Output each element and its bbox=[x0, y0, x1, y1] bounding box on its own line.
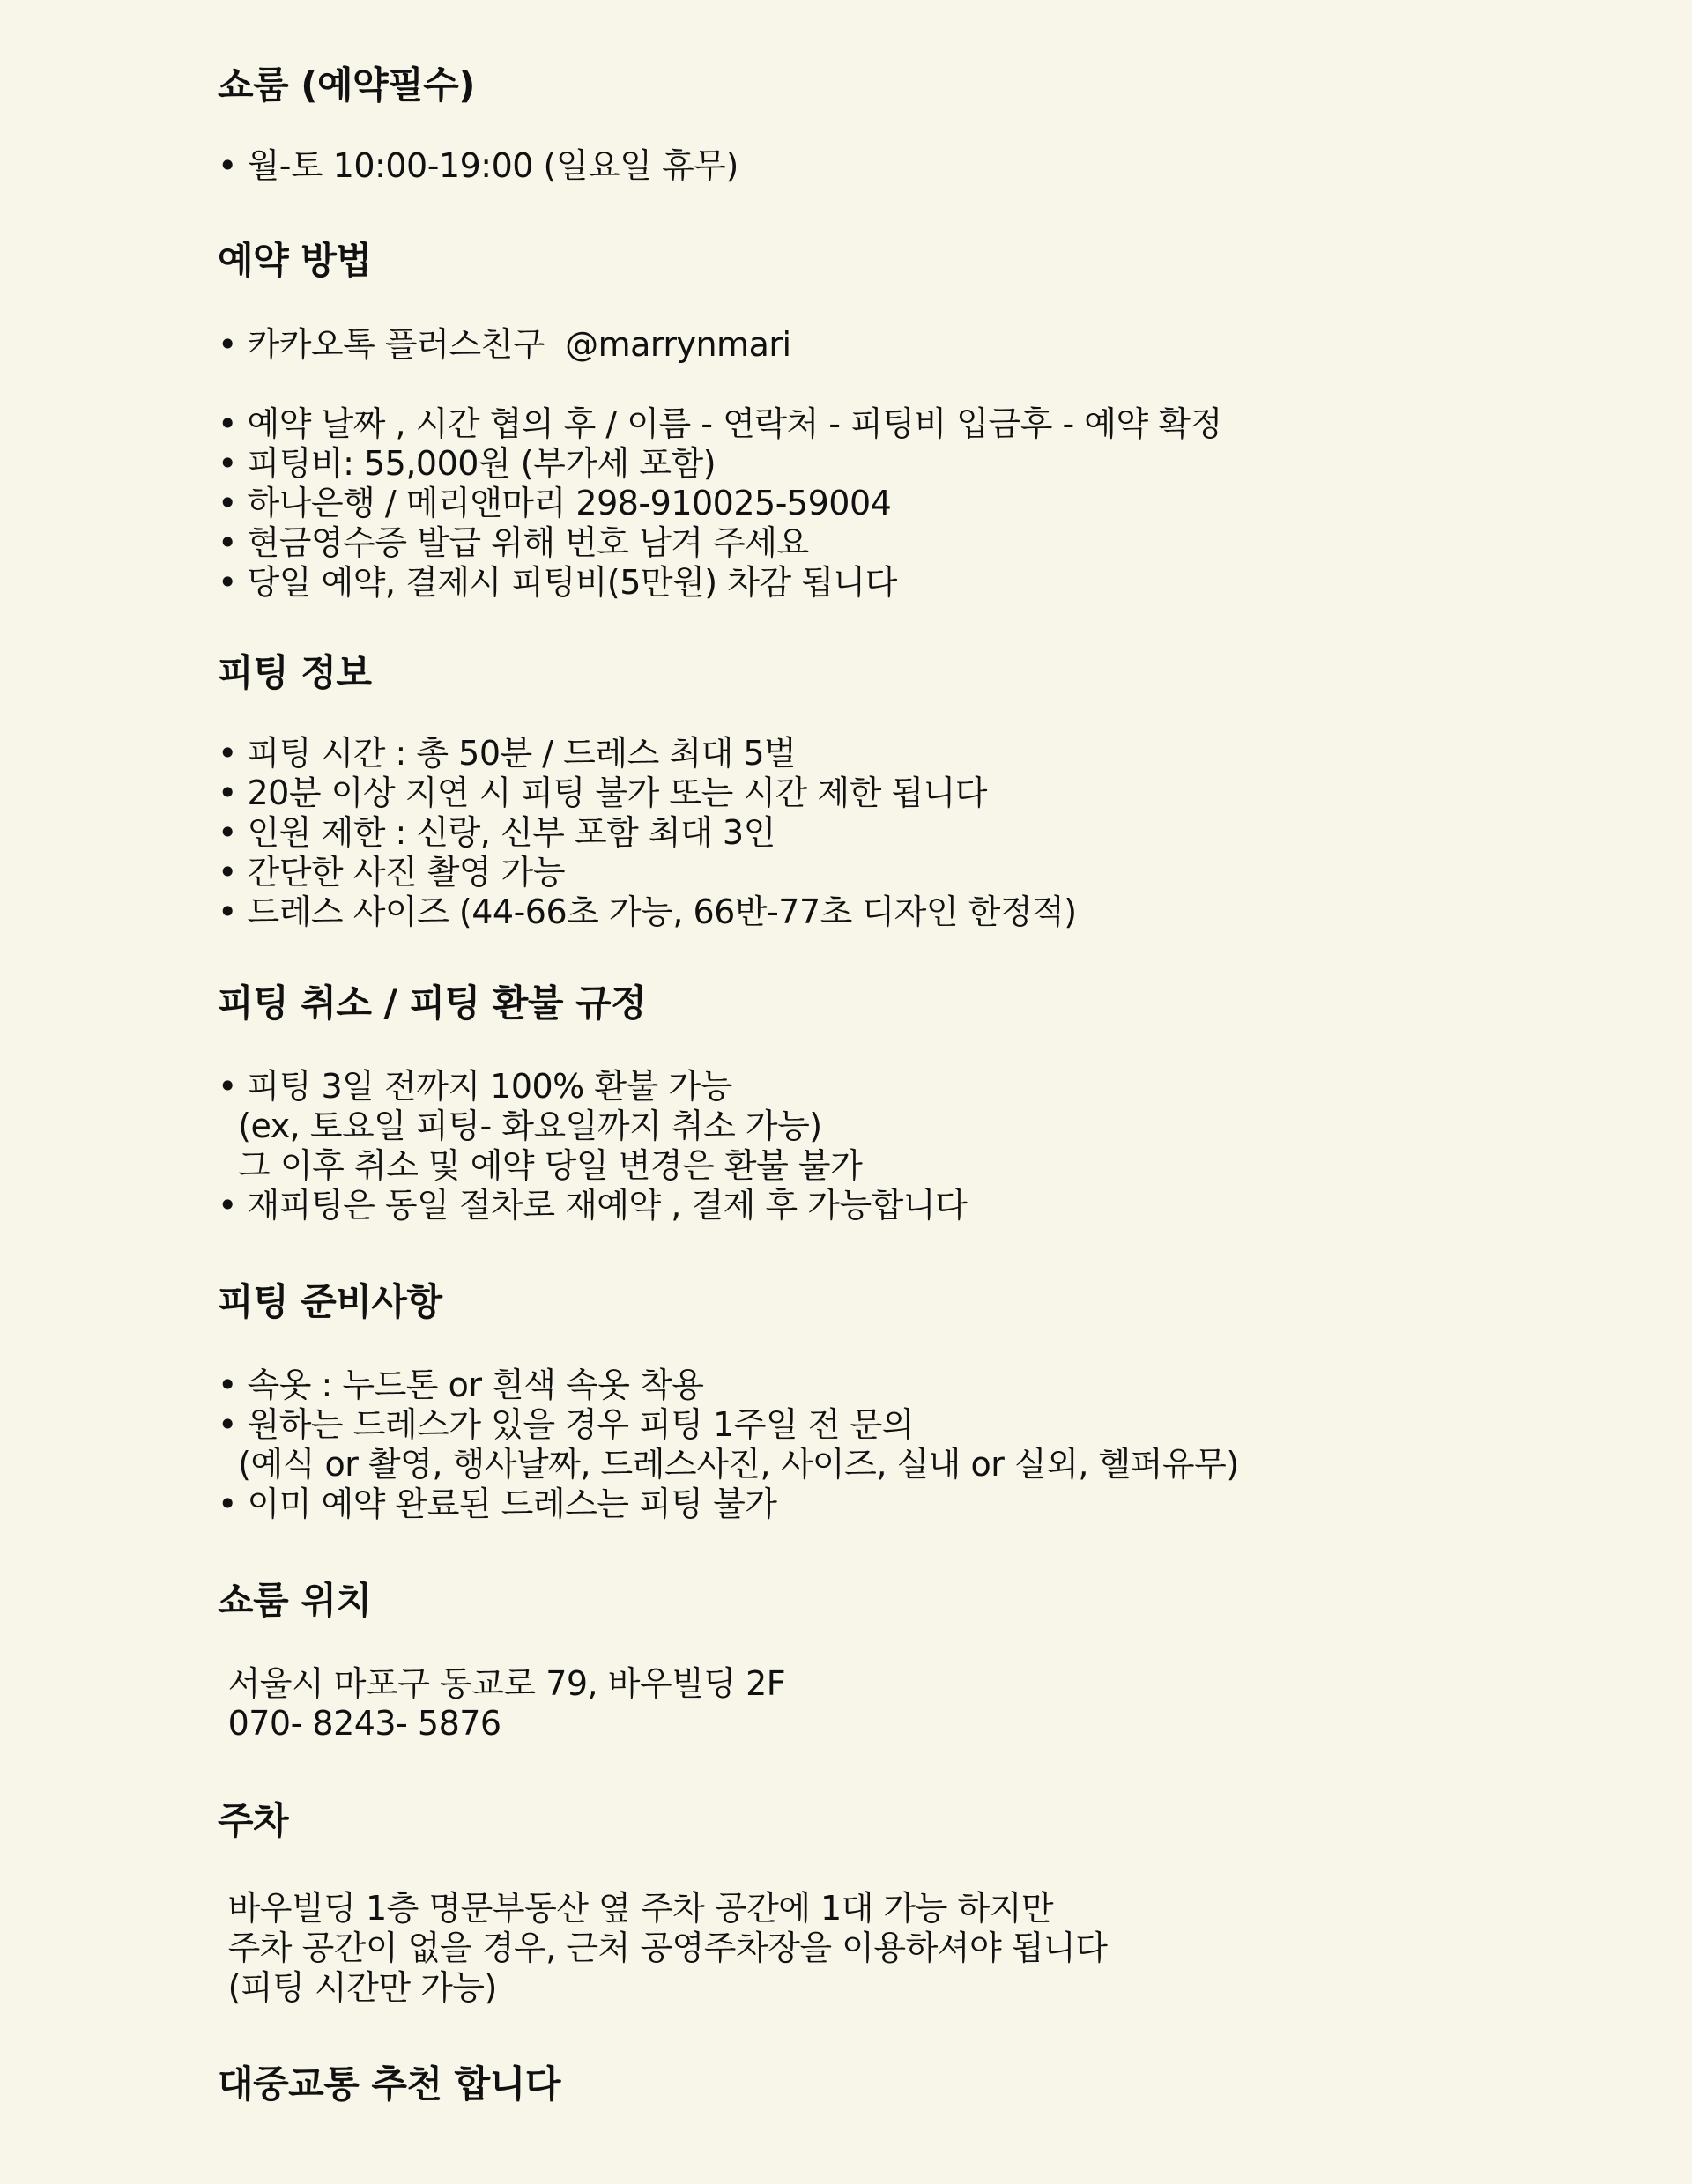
text-line: (피팅 시간만 가능) bbox=[218, 1968, 497, 2007]
list-item: • 하나은행 / 메리앤마리 298-910025-59004 bbox=[218, 484, 892, 522]
phone-line: 070- 8243- 5876 bbox=[218, 1704, 501, 1743]
section-body bbox=[218, 1889, 1540, 2008]
section-heading: 피팅 정보 bbox=[218, 651, 372, 694]
section-parking bbox=[218, 1795, 1540, 2007]
section-fitting-info bbox=[218, 647, 1540, 931]
section-showroom-location bbox=[218, 1574, 1540, 1743]
section-cancellation-policy bbox=[218, 977, 1540, 1225]
list-item: • 현금영수증 발급 위해 번호 남겨 주세요 bbox=[218, 523, 809, 562]
section-heading: 대중교통 추천 합니다 bbox=[218, 2062, 560, 2106]
list-item: • 인원 제한 : 신랑, 신부 포함 최대 3인 bbox=[218, 813, 776, 852]
list-item: (ex, 토요일 피팅- 화요일까지 취소 가능) bbox=[218, 1107, 822, 1145]
section-fitting-preparation bbox=[218, 1276, 1540, 1523]
list-item: • 피팅 시간 : 총 50분 / 드레스 최대 5벌 bbox=[218, 734, 797, 773]
list-item: • 카카오톡 플러스친구 @marrynmari bbox=[218, 325, 791, 364]
section-heading: 쇼룸 위치 bbox=[218, 1579, 372, 1622]
section-public-transit bbox=[218, 2058, 1540, 2111]
text-line: 주차 공간이 없을 경우, 근처 공영주차장을 이용하셔야 됩니다 bbox=[218, 1929, 1108, 1967]
list-item: • 이미 예약 완료된 드레스는 피팅 불가 bbox=[218, 1484, 777, 1523]
list-item: • 드레스 사이즈 (44-66초 가능, 66반-77초 디자인 한정적) bbox=[218, 892, 1077, 931]
list-item: 그 이후 취소 및 예약 당일 변경은 환불 불가 bbox=[218, 1146, 863, 1185]
section-reservation-method bbox=[218, 234, 1540, 602]
section-body bbox=[218, 146, 1540, 186]
list-item: • 원하는 드레스가 있을 경우 피팅 1주일 전 문의 bbox=[218, 1405, 914, 1444]
list-item: • 20분 이상 지연 시 피팅 불가 또는 시간 제한 됩니다 bbox=[218, 774, 988, 812]
list-item: • 월-토 10:00-19:00 (일요일 휴무) bbox=[218, 146, 738, 185]
blank-line bbox=[218, 365, 1540, 404]
list-item: • 피팅비: 55,000원 (부가세 포함) bbox=[218, 444, 716, 483]
text-line: 바우빌딩 1층 명문부동산 옆 주차 공간에 1대 가능 하지만 bbox=[218, 1889, 1054, 1928]
section-body bbox=[218, 734, 1540, 932]
section-heading: 쇼룸 (예약필수) bbox=[218, 63, 475, 107]
section-body bbox=[218, 1366, 1540, 1524]
section-body bbox=[218, 1067, 1540, 1225]
list-item: • 피팅 3일 전까지 100% 환불 가능 bbox=[218, 1067, 732, 1106]
section-heading: 주차 bbox=[218, 1799, 289, 1842]
section-showroom-hours bbox=[218, 59, 1540, 185]
list-item: • 당일 예약, 결제시 피팅비(5만원) 차감 됩니다 bbox=[218, 563, 897, 602]
section-heading: 피팅 준비사항 bbox=[218, 1280, 442, 1323]
list-item: • 예약 날짜 , 시간 협의 후 / 이름 - 연락처 - 피팅비 입금후 - 예약 확정 bbox=[218, 404, 1222, 443]
list-item: (예식 or 촬영, 행사날짜, 드레스사진, 사이즈, 실내 or 실외, 헬퍼유무) bbox=[218, 1445, 1239, 1484]
list-item: • 간단한 사진 촬영 가능 bbox=[218, 853, 566, 892]
list-item: • 재피팅은 동일 절차로 재예약 , 결제 후 가능합니다 bbox=[218, 1186, 968, 1225]
section-body bbox=[218, 1664, 1540, 1743]
address-line: 서울시 마포구 동교로 79, 바우빌딩 2F bbox=[218, 1664, 786, 1703]
section-heading: 피팅 취소 / 피팅 환불 규정 bbox=[218, 981, 647, 1025]
section-heading: 예약 방법 bbox=[218, 239, 372, 282]
section-body bbox=[218, 325, 1540, 603]
list-item: • 속옷 : 누드톤 or 흰색 속옷 착용 bbox=[218, 1366, 704, 1404]
